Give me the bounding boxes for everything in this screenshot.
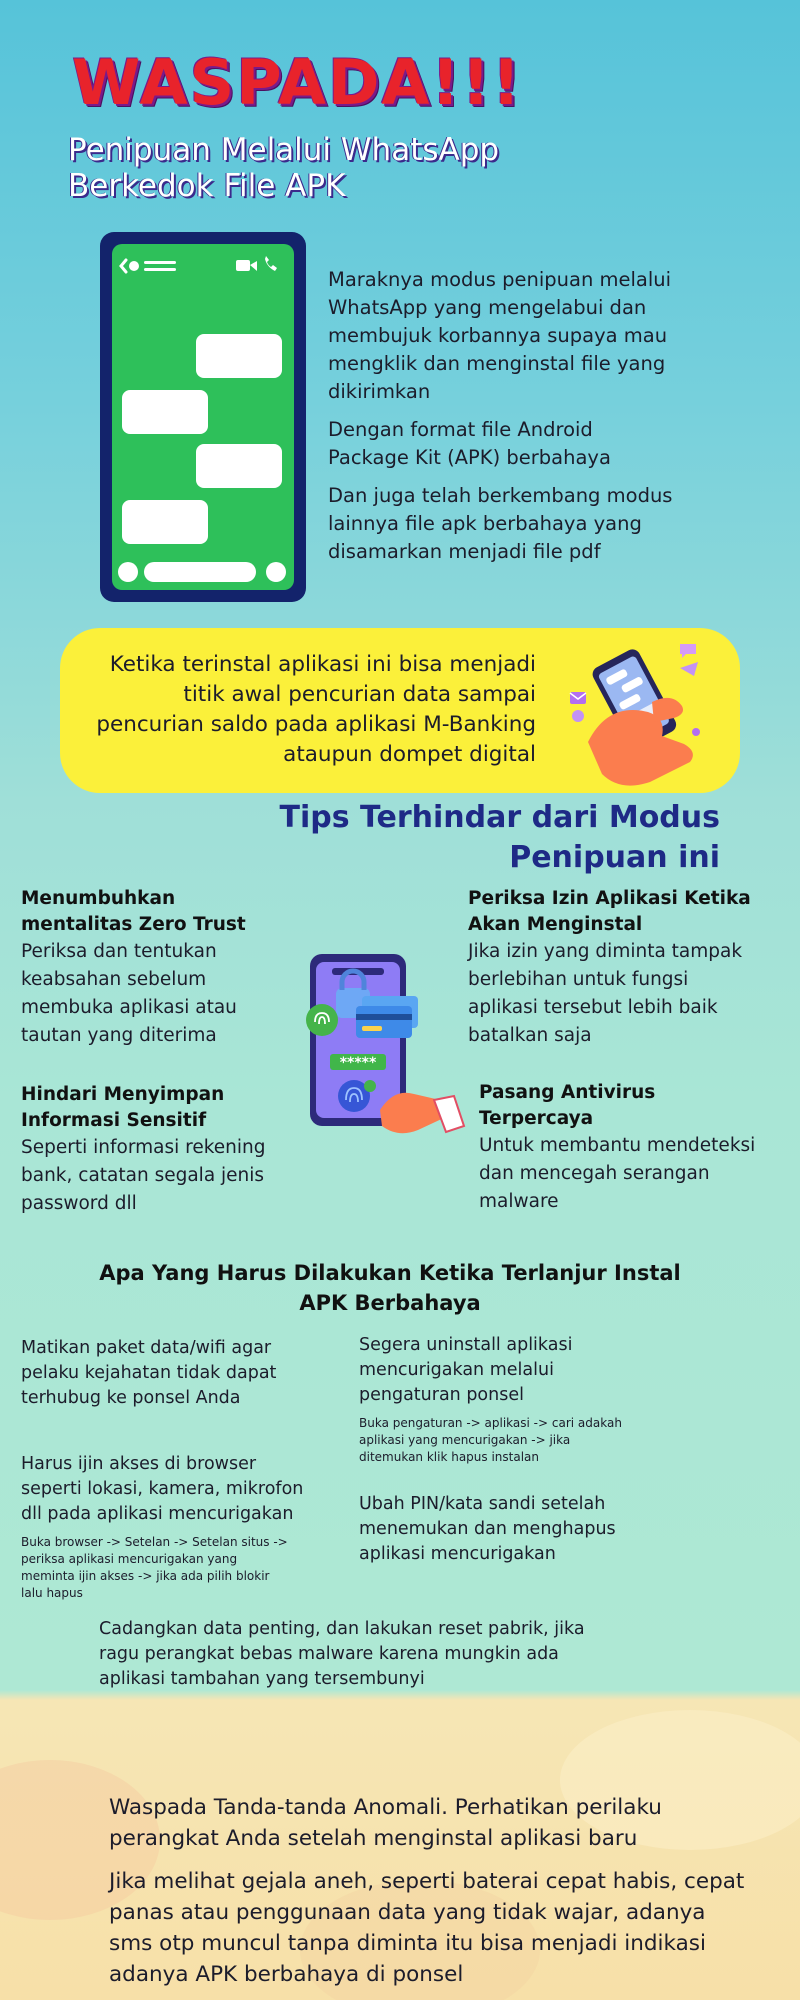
tip-item xyxy=(479,1080,779,1216)
hand-holding-phone-illustration xyxy=(548,632,738,792)
action-item: Cadangkan data penting, dan lakukan reset pabrik, jika ragu perangkat bebas malware karena mungkin ada aplikasi tambahan yang tersembunyi xyxy=(99,1619,585,1689)
warning-text: Ketika terinstal aplikasi ini bisa menjadi titik awal pencurian data sampai pencurian saldo pada aplikasi M-Banking ataupun dompet digital xyxy=(96,652,536,767)
secure-phone-illustration xyxy=(296,950,476,1170)
message-input xyxy=(144,562,256,582)
tip-body: Periksa dan tentukan keabsahan sebelum membuka aplikasi atau tautan yang diterima xyxy=(21,941,237,1046)
chat-bubble-incoming xyxy=(122,500,208,544)
action-item: Matikan paket data/wifi agar pelaku kejahatan tidak dapat terhubug ke ponsel Anda xyxy=(21,1338,277,1408)
chat-bubble-icon xyxy=(680,644,696,658)
send-icon xyxy=(680,662,698,676)
contact-avatar-icon xyxy=(129,261,139,271)
page-title: WASPADA!!! xyxy=(72,46,523,119)
action-note: Buka browser -> Setelan -> Setelan situs -> periksa aplikasi mencurigakan yang meminta ijin akses -> jika ada pilih blokir lalu hapus xyxy=(21,1535,288,1600)
chat-phone-illustration xyxy=(100,232,306,602)
emoji-icon xyxy=(572,710,584,722)
tip-body: Seperti informasi rekening bank, catatan segala jenis password dll xyxy=(21,1137,266,1214)
tip-heading: Hindari Menyimpan Informasi Sensitif xyxy=(21,1084,225,1131)
chat-bubble-incoming xyxy=(122,390,208,434)
mail-icon xyxy=(570,692,586,704)
back-arrow-icon xyxy=(121,260,126,272)
tips-title xyxy=(250,798,720,878)
tip-heading: Periksa Izin Aplikasi Ketika Akan Menginstal xyxy=(468,888,751,935)
intro-paragraph-2: Dengan format file Android Package Kit (APK) berbahaya xyxy=(328,418,611,469)
subtitle-line-2: Berkedok File APK xyxy=(68,168,346,204)
hand-icon xyxy=(588,710,693,786)
action-item: Segera uninstall aplikasi mencurigakan melalui pengaturan ponsel xyxy=(359,1335,573,1405)
video-call-icon xyxy=(236,260,250,271)
tip-body: Untuk membantu mendeteksi dan mencegah serangan malware xyxy=(479,1135,756,1212)
tip-item xyxy=(468,886,758,1050)
bottom-paragraph-2: Jika melihat gejala aneh, seperti baterai cepat habis, cepat panas atau penggunaan data yang tidak wajar, adanya sms otp muncul tanpa diminta itu bisa menjadi indikasi adanya APK berbahaya di ponsel xyxy=(109,1869,745,1987)
tip-heading: Pasang Antivirus Terpercaya xyxy=(479,1082,656,1129)
tips-title-line-2: Penipuan ini xyxy=(509,840,720,875)
action-item: Harus ijin akses di browser seperti lokasi, kamera, mikrofon dll pada aplikasi mencurigakan xyxy=(21,1454,304,1524)
intro-paragraph-1: Maraknya modus penipuan melalui WhatsApp yang mengelabui dan membujuk korbannya supaya mau mengklik dan menginstal file yang dikirimkan xyxy=(328,268,672,403)
tip-item xyxy=(21,1082,281,1218)
emoji-icon xyxy=(118,562,138,582)
tips-title-line-1: Tips Terhindar dari Modus xyxy=(279,800,720,835)
send-icon xyxy=(266,562,286,582)
intro-paragraph-3: Dan juga telah berkembang modus lainnya file apk berbahaya yang disamarkan menjadi file pdf xyxy=(328,484,673,563)
pin-mask: ***** xyxy=(339,1055,377,1071)
page-subtitle xyxy=(68,132,608,204)
chat-bubble-outgoing xyxy=(196,334,282,378)
tip-item xyxy=(21,886,281,1050)
phone-screen xyxy=(112,244,294,590)
actions-title: Apa Yang Harus Dilakukan Ketika Terlanjur Instal APK Berbahaya xyxy=(99,1261,681,1315)
fingerprint-badge-icon xyxy=(306,1004,338,1036)
tip-body: Jika izin yang diminta tampak berlebihan untuk fungsi aplikasi tersebut lebih baik batalkan saja xyxy=(468,941,743,1046)
subtitle-line-1: Penipuan Melalui WhatsApp xyxy=(68,132,500,168)
phone-call-icon xyxy=(265,256,277,271)
action-item: Ubah PIN/kata sandi setelah menemukan dan menghapus aplikasi mencurigakan xyxy=(359,1494,616,1564)
bottom-paragraph-1: Waspada Tanda-tanda Anomali. Perhatikan perilaku perangkat Anda setelah menginstal aplikasi baru xyxy=(109,1795,662,1851)
action-note: Buka pengaturan -> aplikasi -> cari adakah aplikasi yang mencurigakan -> jika ditemukan klik hapus instalan xyxy=(359,1416,622,1464)
tip-heading: Menumbuhkan mentalitas Zero Trust xyxy=(21,888,246,935)
chat-bubble-outgoing xyxy=(196,444,282,488)
